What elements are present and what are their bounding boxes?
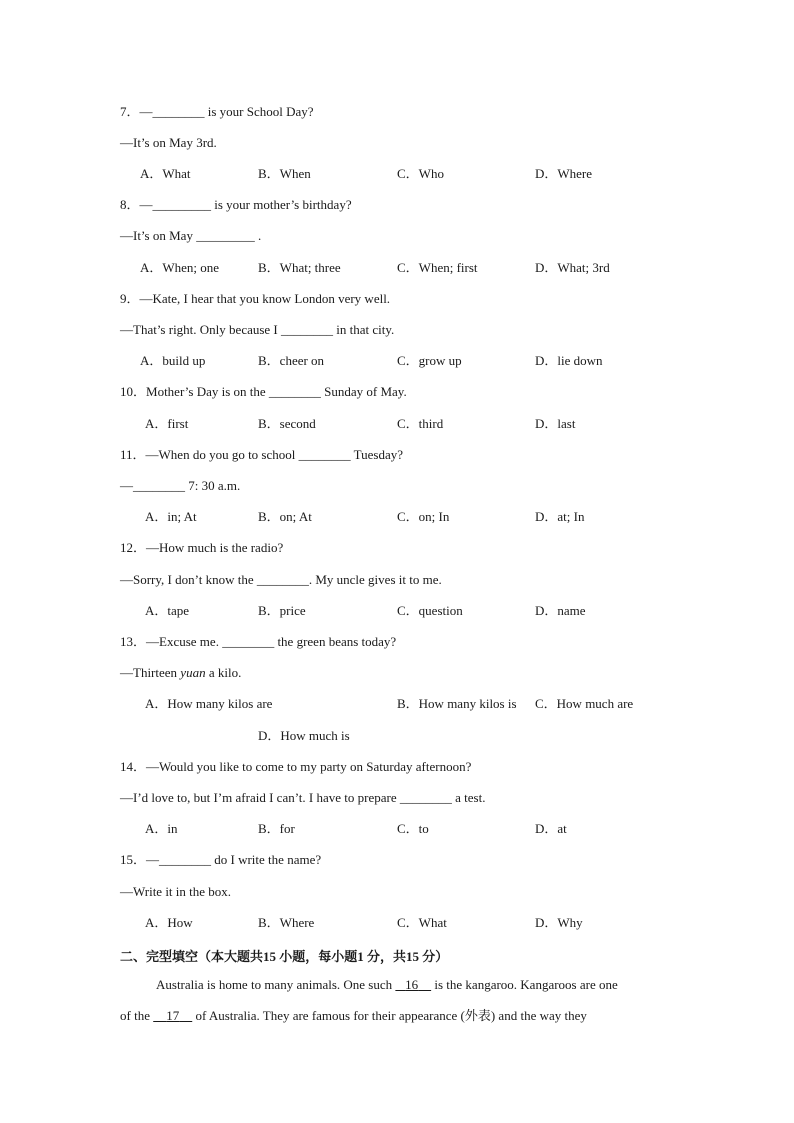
question-10-option-a[interactable]: A．first <box>145 416 189 431</box>
passage-line-1: Australia is home to many animals. One such 16 is the kangaroo. Kangaroos are one <box>156 977 618 992</box>
question-7-reply: —It’s on May 3rd. <box>120 135 217 150</box>
question-14-option-a[interactable]: A．in <box>145 821 178 836</box>
question-7-option-b[interactable]: B．When <box>258 166 311 181</box>
question-13-stem: 13．—Excuse me. ________ the green beans today? <box>120 634 397 649</box>
question-8-option-b[interactable]: B．What; three <box>258 260 341 275</box>
question-14-reply: —I’d love to, but I’m afraid I can’t. I have to prepare ________ a test. <box>120 790 486 805</box>
question-8-reply: —It’s on May _________ . <box>120 228 262 243</box>
question-12-option-b[interactable]: B．price <box>258 603 306 618</box>
question-15-option-c[interactable]: C．What <box>397 915 447 930</box>
question-10-option-d[interactable]: D．last <box>535 416 576 431</box>
question-13-option-d[interactable]: D．How much is <box>258 728 350 743</box>
question-12-stem: 12．—How much is the radio? <box>120 540 284 555</box>
question-15-stem: 15．—________ do I write the name? <box>120 852 322 867</box>
question-12-option-a[interactable]: A．tape <box>145 603 190 618</box>
question-11-option-d[interactable]: D．at; In <box>535 509 585 524</box>
question-11-option-c[interactable]: C．on; In <box>397 509 450 524</box>
question-9-option-b[interactable]: B．cheer on <box>258 353 325 368</box>
question-12-option-d[interactable]: D．name <box>535 603 586 618</box>
question-8-option-c[interactable]: C．When; first <box>397 260 478 275</box>
question-8-option-d[interactable]: D．What; 3rd <box>535 260 610 275</box>
question-12-reply: —Sorry, I don’t know the ________. My uncle gives it to me. <box>120 572 442 587</box>
blank-17[interactable]: 17 <box>166 1008 180 1023</box>
question-14-stem: 14．—Would you like to come to my party on Saturday afternoon? <box>120 759 472 774</box>
question-15-reply: —Write it in the box. <box>120 884 232 899</box>
section-heading: 二、完型填空（本大题共15 小题，每小题1 分，共15 分） <box>120 949 449 964</box>
question-14-option-d[interactable]: D．at <box>535 821 567 836</box>
question-13-option-c[interactable]: C．How much are <box>535 696 634 711</box>
question-15-option-b[interactable]: B．Where <box>258 915 315 930</box>
question-8-stem: 8．—_________ is your mother’s birthday? <box>120 197 352 212</box>
question-9-option-a[interactable]: A．build up <box>140 353 206 368</box>
question-10-stem: 10．Mother’s Day is on the ________ Sunday of May. <box>120 384 407 399</box>
question-9-stem: 9．—Kate, I hear that you know London very well. <box>120 291 391 306</box>
question-11-option-a[interactable]: A．in; At <box>145 509 197 524</box>
question-11-reply: —________ 7: 30 a.m. <box>120 478 241 493</box>
question-7-stem: 7．—________ is your School Day? <box>120 104 314 119</box>
question-8-option-a[interactable]: A．When; one <box>140 260 220 275</box>
question-9-option-c[interactable]: C．grow up <box>397 353 462 368</box>
question-10-option-c[interactable]: C．third <box>397 416 444 431</box>
question-14-option-b[interactable]: B．for <box>258 821 295 836</box>
question-7-option-d[interactable]: D．Where <box>535 166 593 181</box>
question-15-option-d[interactable]: D．Why <box>535 915 583 930</box>
question-13-option-a[interactable]: A．How many kilos are <box>145 696 273 711</box>
question-11-stem: 11．—When do you go to school ________ Tuesday? <box>120 447 403 462</box>
question-13-option-b[interactable]: B．How many kilos is <box>397 696 517 711</box>
question-7-option-a[interactable]: A．What <box>140 166 191 181</box>
question-13-reply: —Thirteen yuan a kilo. <box>120 665 242 680</box>
question-10-option-b[interactable]: B．second <box>258 416 316 431</box>
question-14-option-c[interactable]: C．to <box>397 821 429 836</box>
question-7-option-c[interactable]: C．Who <box>397 166 444 181</box>
passage-line-2: of the 17 of Australia. They are famous for their appearance (外表) and the way they <box>120 1008 587 1023</box>
question-9-reply: —That’s right. Only because I ________ in that city. <box>120 322 395 337</box>
blank-16[interactable]: 16 <box>405 977 419 992</box>
question-9-option-d[interactable]: D．lie down <box>535 353 603 368</box>
question-11-option-b[interactable]: B．on; At <box>258 509 312 524</box>
question-15-option-a[interactable]: A．How <box>145 915 193 930</box>
question-12-option-c[interactable]: C．question <box>397 603 463 618</box>
